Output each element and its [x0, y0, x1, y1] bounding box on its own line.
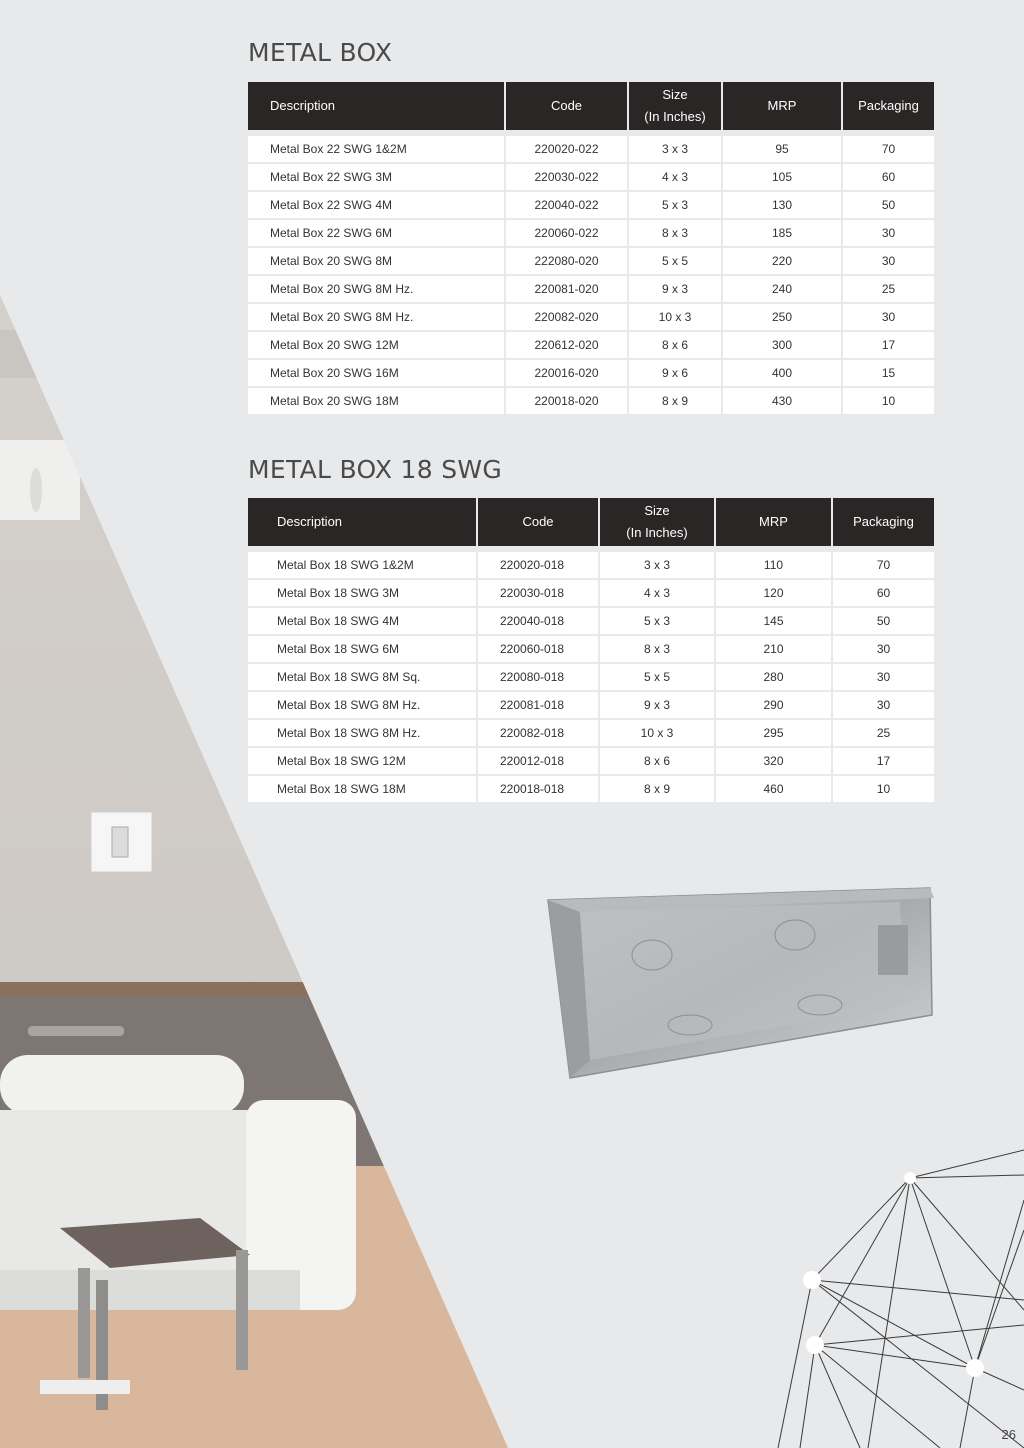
cell-mrp: 145 — [716, 608, 833, 634]
cell-code: 220020-022 — [506, 132, 629, 162]
cell-mrp: 240 — [723, 276, 843, 302]
cell-size: 8 x 3 — [629, 220, 723, 246]
cell-size: 3 x 3 — [600, 548, 716, 578]
metal-box-18-swg-table — [248, 496, 934, 804]
header-code: Code — [478, 498, 600, 546]
cell-mrp: 300 — [723, 332, 843, 358]
cell-description: Metal Box 22 SWG 3M — [248, 164, 506, 190]
cell-size: 5 x 3 — [629, 192, 723, 218]
cell-description: Metal Box 18 SWG 8M Hz. — [248, 720, 478, 746]
metal-box-table — [248, 80, 934, 416]
table-row — [248, 276, 934, 302]
section-title-metal-box: METAL BOX — [248, 38, 393, 67]
cell-code: 220040-018 — [478, 608, 600, 634]
cell-description: Metal Box 20 SWG 8M Hz. — [248, 304, 506, 330]
cell-description: Metal Box 20 SWG 16M — [248, 360, 506, 386]
cell-description: Metal Box 18 SWG 8M Sq. — [248, 664, 478, 690]
cell-mrp: 95 — [723, 132, 843, 162]
cell-description: Metal Box 22 SWG 4M — [248, 192, 506, 218]
cell-size: 8 x 9 — [600, 776, 716, 802]
page-number: 26 — [1001, 1427, 1016, 1442]
header-mrp: MRP — [723, 82, 843, 130]
table-row — [248, 388, 934, 414]
header-packaging: Packaging — [843, 82, 934, 130]
cell-size: 4 x 3 — [600, 580, 716, 606]
table-row — [248, 248, 934, 274]
cell-size: 8 x 6 — [600, 748, 716, 774]
table-row — [248, 636, 934, 662]
cell-code: 220080-018 — [478, 664, 600, 690]
cell-packaging: 50 — [843, 192, 934, 218]
cell-size: 10 x 3 — [629, 304, 723, 330]
cell-packaging: 25 — [833, 720, 934, 746]
cell-packaging: 25 — [843, 276, 934, 302]
cell-mrp: 130 — [723, 192, 843, 218]
cell-description: Metal Box 20 SWG 8M Hz. — [248, 276, 506, 302]
table-row — [248, 164, 934, 190]
header-size-line1: Size — [644, 503, 670, 518]
cell-description: Metal Box 18 SWG 8M Hz. — [248, 692, 478, 718]
cell-code: 220060-022 — [506, 220, 629, 246]
cell-packaging: 15 — [843, 360, 934, 386]
cell-size: 9 x 3 — [600, 692, 716, 718]
cell-packaging: 30 — [833, 692, 934, 718]
header-packaging: Packaging — [833, 498, 934, 546]
cell-code: 220612-020 — [506, 332, 629, 358]
cell-code: 220018-020 — [506, 388, 629, 414]
table-row — [248, 776, 934, 802]
cell-mrp: 210 — [716, 636, 833, 662]
cell-packaging: 10 — [833, 776, 934, 802]
section-title-metal-box-18-swg: METAL BOX 18 SWG — [248, 455, 503, 484]
header-size-line2: (In Inches) — [626, 525, 688, 540]
table-row — [248, 664, 934, 690]
cell-packaging: 30 — [843, 248, 934, 274]
cell-packaging: 10 — [843, 388, 934, 414]
cell-description: Metal Box 20 SWG 12M — [248, 332, 506, 358]
cell-mrp: 460 — [716, 776, 833, 802]
table-row — [248, 332, 934, 358]
table-row — [248, 548, 934, 578]
cell-size: 5 x 5 — [629, 248, 723, 274]
cell-mrp: 220 — [723, 248, 843, 274]
cell-description: Metal Box 22 SWG 6M — [248, 220, 506, 246]
header-code: Code — [506, 82, 629, 130]
cell-size: 4 x 3 — [629, 164, 723, 190]
header-size — [629, 82, 723, 130]
cell-code: 220082-018 — [478, 720, 600, 746]
header-size — [600, 498, 716, 546]
cell-mrp: 430 — [723, 388, 843, 414]
cell-mrp: 185 — [723, 220, 843, 246]
header-description: Description — [248, 498, 478, 546]
cell-description: Metal Box 22 SWG 1&2M — [248, 132, 506, 162]
cell-description: Metal Box 18 SWG 4M — [248, 608, 478, 634]
cell-mrp: 320 — [716, 748, 833, 774]
table-row — [248, 192, 934, 218]
cell-code: 220082-020 — [506, 304, 629, 330]
cell-description: Metal Box 18 SWG 6M — [248, 636, 478, 662]
cell-packaging: 60 — [833, 580, 934, 606]
cell-size: 8 x 6 — [629, 332, 723, 358]
table-row — [248, 720, 934, 746]
cell-code: 220081-020 — [506, 276, 629, 302]
cell-mrp: 250 — [723, 304, 843, 330]
cell-size: 8 x 3 — [600, 636, 716, 662]
cell-code: 220030-022 — [506, 164, 629, 190]
cell-mrp: 120 — [716, 580, 833, 606]
cell-packaging: 30 — [843, 304, 934, 330]
cell-packaging: 70 — [833, 548, 934, 578]
cell-description: Metal Box 18 SWG 3M — [248, 580, 478, 606]
cell-packaging: 60 — [843, 164, 934, 190]
cell-mrp: 295 — [716, 720, 833, 746]
table-row — [248, 360, 934, 386]
cell-code: 220018-018 — [478, 776, 600, 802]
cell-packaging: 17 — [843, 332, 934, 358]
table-row — [248, 580, 934, 606]
cell-code: 220012-018 — [478, 748, 600, 774]
cell-packaging: 30 — [843, 220, 934, 246]
cell-size: 9 x 3 — [629, 276, 723, 302]
cell-size: 8 x 9 — [629, 388, 723, 414]
cell-size: 3 x 3 — [629, 132, 723, 162]
header-size-line1: Size — [662, 87, 688, 102]
cell-size: 5 x 5 — [600, 664, 716, 690]
cell-packaging: 17 — [833, 748, 934, 774]
cell-code: 220060-018 — [478, 636, 600, 662]
cell-mrp: 280 — [716, 664, 833, 690]
table-row — [248, 608, 934, 634]
header-size-line2: (In Inches) — [644, 109, 706, 124]
cell-description: Metal Box 18 SWG 1&2M — [248, 548, 478, 578]
cell-mrp: 400 — [723, 360, 843, 386]
header-description: Description — [248, 82, 506, 130]
cell-code: 220016-020 — [506, 360, 629, 386]
cell-packaging: 30 — [833, 636, 934, 662]
cell-packaging: 70 — [843, 132, 934, 162]
cell-description: Metal Box 18 SWG 18M — [248, 776, 478, 802]
cell-code: 220081-018 — [478, 692, 600, 718]
cell-code: 222080-020 — [506, 248, 629, 274]
table-row — [248, 220, 934, 246]
header-mrp: MRP — [716, 498, 833, 546]
table-row — [248, 132, 934, 162]
table-row — [248, 304, 934, 330]
table-row — [248, 692, 934, 718]
cell-mrp: 105 — [723, 164, 843, 190]
cell-mrp: 110 — [716, 548, 833, 578]
table-row — [248, 748, 934, 774]
cell-packaging: 50 — [833, 608, 934, 634]
cell-mrp: 290 — [716, 692, 833, 718]
cell-code: 220030-018 — [478, 580, 600, 606]
cell-packaging: 30 — [833, 664, 934, 690]
cell-code: 220040-022 — [506, 192, 629, 218]
cell-size: 5 x 3 — [600, 608, 716, 634]
cell-description: Metal Box 18 SWG 12M — [248, 748, 478, 774]
cell-code: 220020-018 — [478, 548, 600, 578]
cell-size: 9 x 6 — [629, 360, 723, 386]
cell-description: Metal Box 20 SWG 8M — [248, 248, 506, 274]
cell-description: Metal Box 20 SWG 18M — [248, 388, 506, 414]
cell-size: 10 x 3 — [600, 720, 716, 746]
